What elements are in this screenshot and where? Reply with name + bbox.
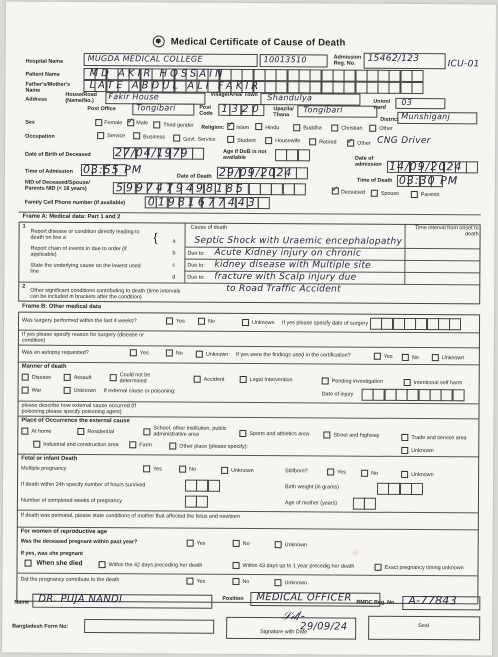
surgery-date-label: If yes please specify date of surgery [282,320,369,327]
stillborn-no-label: No [371,470,379,477]
dod-label: Date of Death [176,173,212,180]
pregnant-unknown-label: Unknown [284,542,308,549]
manner-unknown-label: Unknown [73,387,97,395]
surgery-reason-label: If yes please specify reason for surgery (disease or condition) [21,331,144,344]
place-other-label: Other place (please specify): [179,443,248,450]
manner-assault-checkbox[interactable] [64,374,71,381]
part2-description: Other significant conditions contributing to death (time intervals can be included in brackets after the condition) [30,287,181,301]
within-42-label: Within the 42 days preceding her death [108,562,203,569]
form-no-field[interactable] [84,619,214,634]
place-school-checkbox[interactable] [143,428,150,435]
sex-male-label: Male [136,120,148,127]
post-office-label: Post Office [87,106,116,113]
birth-weight-cells[interactable] [377,483,422,495]
manner-accident-label: Accident [203,376,225,383]
nid-parents-label: Parents [420,192,440,199]
desc-line-a: Report disease or condition directly leading to death on line a [30,228,140,241]
row-b-prefix: Due to: [187,250,205,257]
doctor-name-value: DR. PUJA NANDI [38,593,123,606]
house-label: House/Road (Name/No.) [65,91,97,105]
row-b-letter: b [172,250,176,257]
seal-label: Seal [418,623,430,630]
surgery-unknown-checkbox[interactable] [242,319,249,326]
cause-a-value: Septic Shock with Uraemic encephalopathy [194,235,403,247]
contribute-no-checkbox[interactable] [232,578,239,585]
upazila-label: Upazila/ Thana [273,106,294,119]
position-label: Position [222,595,244,602]
cause-b-value: Acute Kidney injury on chronic [214,247,362,259]
within-42-checkbox[interactable] [99,561,106,568]
bmdc-label: BMDC Reg. No. [356,599,396,606]
multiple-unknown-checkbox[interactable] [221,467,228,474]
place-industrial-checkbox[interactable] [33,441,40,448]
findings-yes-checkbox[interactable] [374,353,381,360]
perinatal-label: If death was perinatal, please state conditions of mother that affected the fetus and newborn [20,512,241,520]
occupation-service-checkbox[interactable] [97,132,104,139]
interval-column-header: Time interval from onset to death [414,225,479,238]
pregnant-no-checkbox[interactable] [233,540,240,547]
cause-column-header: Cause of death [190,224,228,231]
nid-label: NID of Deceased/Spouse/ Parents NID (< 18 years) [24,179,90,193]
place-home-checkbox[interactable] [21,428,28,435]
multiple-unknown-label: Unknown [231,467,254,475]
row-a-letter: a [172,238,176,245]
occupation-other-label: Other [357,140,371,147]
pregnant-unknown-checkbox[interactable] [275,541,282,548]
position-value: MEDICAL OFFICER [256,592,352,604]
nid-parents-checkbox[interactable] [411,191,418,198]
manner-pending-checkbox[interactable] [322,377,329,384]
place-home-label: At home [31,428,52,435]
dob-label: Date of Birth of Deceased [25,151,91,159]
desc-chain: Report chain of events in due to order (if applicable) [30,245,127,258]
autopsy-findings-label: If yes were the findings used in the certification? [235,351,351,359]
post-office-value: Tongibari [136,103,176,113]
autopsy-no-checkbox[interactable] [166,349,173,356]
religion-christian-label: Christian [341,125,363,132]
row-c-prefix: Due to: [187,262,205,269]
autopsy-no-label: No [175,350,183,357]
contribute-unknown-checkbox[interactable] [274,579,281,586]
sex-label: Sex [25,119,35,126]
occupation-service-label: Service [107,133,126,140]
father-mother-value: LATE ABDUL ALI FAKIR [89,80,262,93]
place-unknown-label: Unknown [411,447,434,455]
admission-reg-label: Admission Reg. No. [333,54,362,67]
signature-scribble: 𝒮𝒹/- [282,609,306,623]
contribute-no-label: No [242,578,250,586]
weeks-pregnancy-label: Number of completed weeks of pregnancy [20,497,122,505]
when-died-label: When she died [36,559,83,567]
findings-unknown-checkbox[interactable] [432,354,439,361]
place-sports-checkbox[interactable] [239,430,246,437]
occupation-business-label: Business [143,134,166,141]
external-cause-label: If external cause or poisoning: [103,388,176,395]
post-code-value: 1320 [221,103,263,116]
religion-label: Religion: [201,124,225,131]
findings-yes-label: Yes [383,353,393,360]
religion-hindu-checkbox[interactable] [255,123,262,130]
autopsy-yes-label: Yes [139,350,149,357]
weeks-pregnancy-cells[interactable] [185,496,208,508]
birth-weight-label: Birth weight (in grams) [285,484,339,491]
manner-self-harm-checkbox[interactable] [404,379,411,386]
surgery-yes-checkbox[interactable] [166,317,173,324]
religion-islam-label: Islam [236,124,250,131]
fetal-heading: Fetal or infant Death [21,455,78,462]
doa-label: Date of admission [354,155,382,168]
upazila-value: Tongibari [303,105,343,115]
admission-reg-value: 15462/123 [367,53,420,65]
manner-war-label: War [31,387,42,394]
manner-war-checkbox[interactable] [22,387,29,394]
religion-buddha-checkbox[interactable] [293,124,300,131]
surgery-no-checkbox[interactable] [198,318,205,325]
stillborn-yes-checkbox[interactable] [327,468,334,475]
brace-icon: { [153,230,158,245]
pregnant-question: Was the deceased pregnant within past year? [20,538,138,546]
when-died-checkbox[interactable] [25,560,32,567]
sex-female-checkbox[interactable] [95,119,102,126]
place-trade-label: Trade and service area [411,434,467,442]
religion-islam-checkbox[interactable] [227,123,234,130]
place-trade-checkbox[interactable] [401,434,408,441]
manner-self-harm-label: Intentional self harm [413,380,463,387]
toa-label: Time of Admission [24,168,73,175]
religion-buddha-label: Buddha [303,125,322,132]
phone-label: Family Cell Phone number (if available) [24,199,126,207]
post-code-label: Post Code [199,104,213,117]
place-residential-label: Residential [87,429,115,436]
findings-unknown-label: Unknown [441,355,465,362]
religion-christian-checkbox[interactable] [331,124,338,131]
place-unknown-checkbox[interactable] [401,447,408,454]
place-farm-checkbox[interactable] [129,441,136,448]
findings-no-label: No [411,354,419,362]
place-school-label: School, other institution, public administrative area [153,425,227,438]
date-injury-label: Date of injury [321,391,354,398]
tod-label: Time of Death [356,177,393,184]
icu-value: ICU-01 [447,59,480,70]
row-c-letter: c [172,262,176,269]
union-label: Union/ ward [373,98,391,111]
contribute-yes-label: Yes [196,578,206,585]
surgery-no-label: No [208,318,215,325]
within-43-label: Within 43 days up to 1 year precedig her death [242,562,355,570]
surgery-question: Was surgery performed within the last 4 weeks? [22,317,137,325]
village-label: Village/Area/ Town [210,91,258,99]
row-d-letter: d [172,274,176,281]
multiple-no-checkbox[interactable] [179,466,186,473]
contribute-yes-checkbox[interactable] [186,578,193,585]
part1-number: 1 [22,223,26,230]
religion-other-checkbox[interactable] [369,125,376,132]
desc-underlying: State the underlying cause on the lowest used line [30,262,141,275]
mother-age-label: Age of mother (years) [284,500,338,507]
autopsy-yes-checkbox[interactable] [130,349,137,356]
stillborn-no-checkbox[interactable] [361,470,368,477]
occupation-housewife-label: Housewife [275,138,301,145]
age-label: Age if DoB is not available [223,148,267,161]
sex-third-gender-label: Third gender [163,122,194,129]
hospital-name-value: MUGDA MEDICAL COLLEGE [87,54,203,64]
pregnant-no-label: No [242,540,250,548]
house-value: Fakir House [108,92,160,102]
place-industrial-label: Industrial and construction area [43,441,119,449]
autopsy-unknown-checkbox[interactable] [196,351,203,358]
exact-timing-label: Exact pregnancy timing unknown [384,564,464,572]
surgery-unknown-label: Unknown [252,320,275,327]
sex-female-label: Female [104,120,123,127]
women-heading: For women of reproductive age [20,528,108,536]
bmdc-value: A-77843 [408,593,457,608]
place-street-checkbox[interactable] [323,431,330,438]
manner-undetermined-checkbox[interactable] [110,374,117,381]
religion-hindu-label: Hindu [265,125,280,132]
part2-number: 2 [22,283,26,290]
sex-third-gender-checkbox[interactable] [153,121,160,128]
hospital-id-value: 10013510 [263,55,307,65]
stillborn-label: Stillborn? [285,468,308,475]
frame-b-heading: Frame B: Other medical data [22,303,102,311]
exact-timing-checkbox[interactable] [375,564,382,571]
manner-accident-checkbox[interactable] [194,376,201,383]
place-residential-checkbox[interactable] [77,428,84,435]
pregnant-yes-label: Yes [196,540,206,547]
frame-a-heading: Frame A: Medical data: Part 1 and 2 [22,213,121,221]
union-value: 03 [401,97,413,107]
cause-d-value: fracture with Scalp injury due [214,271,357,283]
toa-value: 03:55 PM [82,162,143,177]
occupation-housewife-checkbox[interactable] [265,137,272,144]
mother-age-cells[interactable] [353,498,376,510]
multiple-no-label: No [189,466,197,473]
occupation-retired-checkbox[interactable] [309,138,316,145]
occupation-govt-checkbox[interactable] [173,135,180,142]
surgery-date-cells[interactable] [370,318,461,331]
occupation-govt-label: Govt. Service [183,136,216,143]
manner-unknown-checkbox[interactable] [64,387,71,394]
pregnant-yes-checkbox[interactable] [187,540,194,547]
manner-legal-checkbox[interactable] [240,376,247,383]
faded-stamp: ⊙ [351,548,360,558]
occupation-student-label: Student [237,137,256,145]
contribute-unknown-label: Unknown [284,580,307,587]
manner-disease-checkbox[interactable] [22,374,29,381]
page-title: Medical Certificate of Cause of Death [170,36,346,49]
tod-value: 03:30 PM [398,173,459,188]
manner-undetermined-label: Could not be determined [119,372,151,385]
district-value: Munshiganj [401,111,451,122]
manner-legal-label: Legal Intervention [249,377,293,384]
village-value: Shandulya [267,93,313,103]
occupation-label: Occupation [25,133,55,140]
place-farm-label: Farm [139,442,152,449]
manner-disease-label: Disease [31,374,52,381]
occupation-other-value: CNG Driver [377,135,431,147]
hours-survived-cells[interactable] [185,480,219,492]
cause-extra-line: to Road Traffic Accident [226,283,341,295]
autopsy-unknown-label: Unknown [205,351,229,358]
multiple-yes-checkbox[interactable] [143,465,150,472]
doa-value: 14/09/2024 [388,159,463,174]
patient-name-value: MD AKIR HOSSAIN [89,68,226,80]
occupation-other-checkbox[interactable] [347,140,354,147]
surgery-yes-label: Yes [176,318,185,325]
row-d-prefix: Due to: [187,274,205,281]
nid-spouse-label: Spouse [380,190,400,197]
form-no-label: Bangladesh Form No: [12,623,69,630]
nid-deceased-checkbox[interactable] [332,188,339,195]
nid-deceased-label: Deceased [340,189,366,196]
certificate-page [2,2,496,656]
occupation-business-checkbox[interactable] [133,132,140,139]
doctor-name-label: Name [14,599,30,606]
sex-male-checkbox[interactable] [127,119,134,126]
stillborn-unknown-checkbox[interactable] [401,471,408,478]
signature-label: Signature with Date [260,629,308,636]
if-pregnant-label: If yes, was she pregnant [20,550,83,557]
place-heading: Place of Occurrence the external cause [21,417,130,425]
occupation-student-checkbox[interactable] [227,136,234,143]
stillborn-unknown-label: Unknown [411,471,434,479]
nid-spouse-checkbox[interactable] [371,190,378,197]
dob-value: 27/04/1979 [115,146,189,160]
occupation-retired-label: Retired [319,139,337,146]
within-43-checkbox[interactable] [233,562,240,569]
address-label: Address [25,96,47,103]
district-label: District [380,116,399,123]
cause-c-value: kidney disease with Multiple site [214,259,372,271]
government-seal-icon [153,35,165,47]
autopsy-question: Was an autopsy requested? [21,349,89,357]
nid-value: 5997479498185 [115,181,246,195]
phone-value: 01981677443 [147,195,258,210]
contribute-question: Did the pregnancy contribute to the death [20,576,120,584]
patient-name-label: Patient Name [25,71,60,78]
hospital-name-label: Hospital Name [25,58,64,65]
stillborn-yes-label: Yes [337,469,346,476]
father-mother-label: Father's/Mother's Name [25,81,71,94]
external-description-label: please describe how external cause occurred (If poisoning please specify poisoning agent) [21,402,137,416]
age-cells[interactable] [275,149,309,161]
manner-heading: Manner of death [21,363,67,370]
signature-date: 29/09/24 [300,621,348,633]
place-sports-label: Sports and athletics area [249,431,310,438]
place-other-checkbox[interactable] [169,443,176,450]
hours-survived-label: If death within 24h specify number of hours survived [21,481,146,489]
religion-other-label: Other [379,125,393,132]
manner-assault-label: Assault [73,374,92,382]
manner-pending-label: Pending investigation [331,378,383,385]
findings-no-checkbox[interactable] [402,354,409,361]
multiple-yes-label: Yes [153,466,162,473]
place-street-label: Street and highway [333,432,380,439]
dod-value: 29/09/2024 [218,165,293,180]
multiple-pregnancy-label: Multiple pregnancy [21,465,67,472]
date-injury-cells[interactable] [362,389,464,402]
